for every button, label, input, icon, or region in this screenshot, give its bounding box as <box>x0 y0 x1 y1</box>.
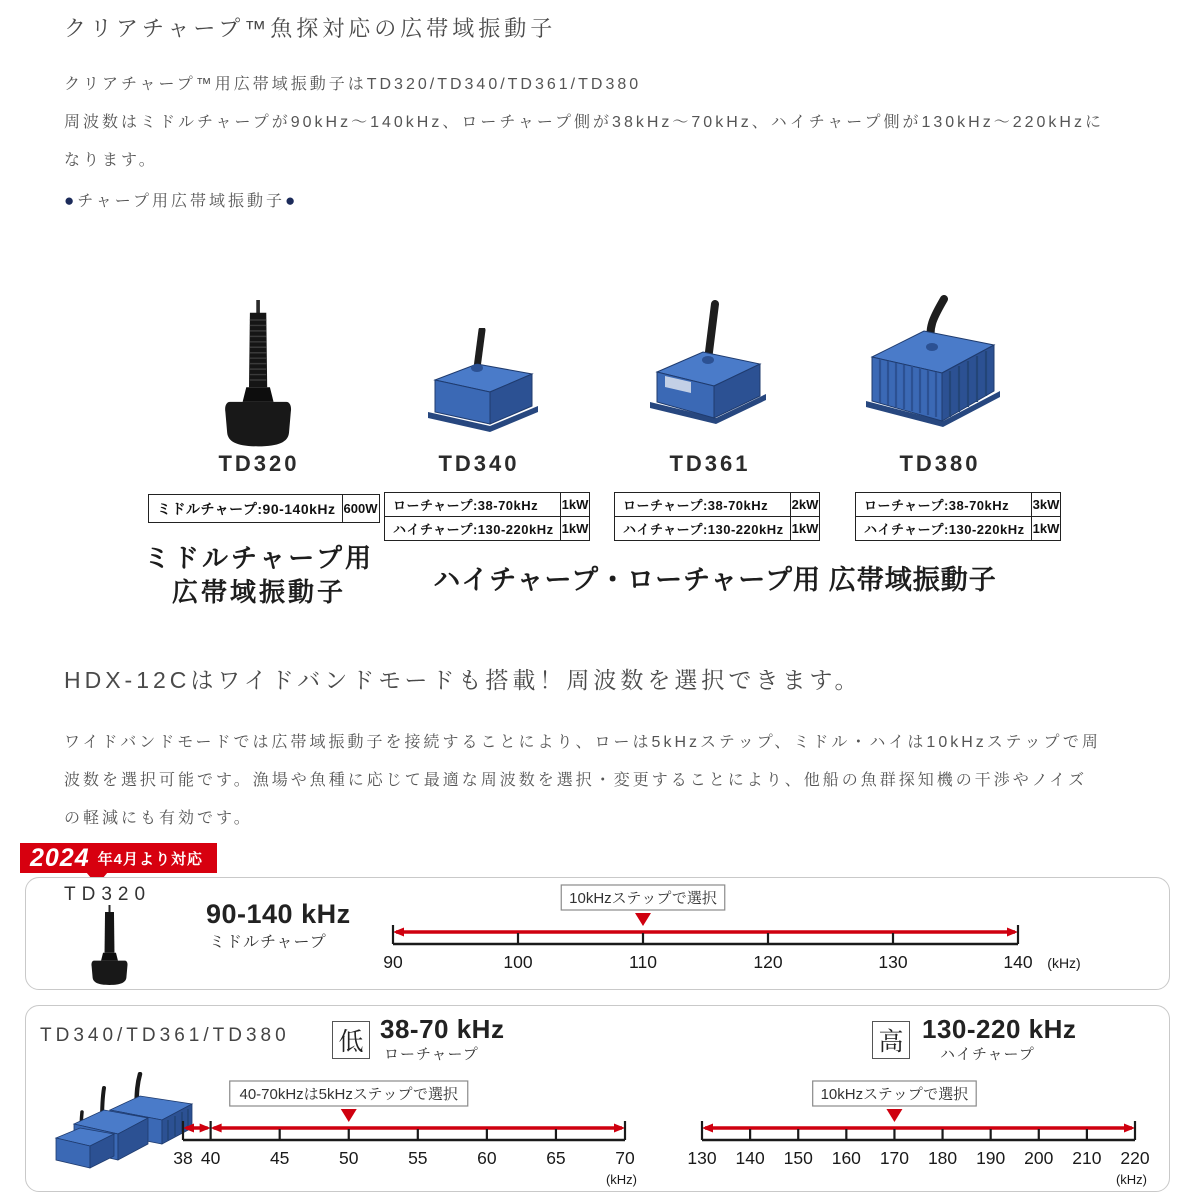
tick-label: 140 <box>1003 952 1033 972</box>
page-title: クリアチャープ™魚探対応の広帯域振動子 <box>64 16 557 41</box>
tick-label: 40 <box>200 1148 221 1168</box>
high-badge: 高 <box>872 1021 910 1059</box>
badge-2024 <box>20 843 217 873</box>
section2-body-line: の軽減にも有効です。 <box>64 810 253 827</box>
td340-spec-table <box>384 492 589 541</box>
intro-line: クリアチャープ™用広帯域振動子はTD320/TD340/TD361/TD380 <box>64 76 642 93</box>
spec-power: 600W <box>342 495 379 523</box>
spec-table <box>855 492 1061 541</box>
td361-spec-table <box>614 492 819 541</box>
box1-range-sub: ミドルチャープ <box>209 934 327 951</box>
box1-model-label: TD320 <box>64 884 152 905</box>
tick-label: 70 <box>615 1148 635 1168</box>
spec-frequency: ハイチャープ:130-220kHz <box>615 517 791 541</box>
tick-label: 160 <box>831 1148 861 1168</box>
high-range: 130-220 kHz <box>922 1014 1077 1044</box>
spec-table <box>384 492 590 541</box>
spec-power: 3kW <box>1031 493 1061 517</box>
spec-power: 1kW <box>790 517 820 541</box>
section2-title: HDX-12Cはワイドバンドモードも搭載！周波数を選択できます。 <box>64 667 862 693</box>
spec-power: 1kW <box>560 493 590 517</box>
box2-models-label: TD340/TD361/TD380 <box>40 1025 290 1046</box>
unit-label: (kHz) <box>605 1172 637 1187</box>
td361-product-image <box>645 300 770 438</box>
tick-label: 210 <box>1072 1148 1102 1168</box>
badge-year: 2024 <box>30 843 90 872</box>
tick-label: 45 <box>269 1148 290 1168</box>
step-select-label: 10kHzステップで選択 <box>569 890 717 907</box>
pointer-triangle <box>635 913 651 926</box>
section-subtitle-label: チャープ用広帯域振動子 <box>77 193 286 210</box>
spec-frequency: ローチャープ:38-70kHz <box>856 493 1032 517</box>
spec-row <box>385 493 590 517</box>
arrowhead-left <box>702 1124 713 1133</box>
step-select-label: 10kHzステップで選択 <box>820 1086 969 1103</box>
tick-label: 130 <box>687 1148 717 1168</box>
arrowhead-right <box>614 1124 625 1133</box>
tick-label: 110 <box>629 952 657 972</box>
caption-middlechirp-line1: ミドルチャープ用 <box>144 544 374 573</box>
arrowhead-left <box>211 1124 222 1133</box>
frequency-scale-38-70 <box>160 1080 660 1195</box>
spec-frequency: ローチャープ:38-70kHz <box>385 493 561 517</box>
low-range-sub: ローチャープ <box>384 1046 479 1063</box>
bullet-icon: ● <box>64 191 78 210</box>
tick-label: 38 <box>173 1148 193 1168</box>
arrowhead-left <box>183 1124 194 1133</box>
spec-power: 1kW <box>560 517 590 541</box>
td380-spec-table <box>855 492 1060 541</box>
spec-table <box>614 492 820 541</box>
tick-label: 65 <box>546 1148 566 1168</box>
section2-body-line: 波数を選択可能です。漁場や魚種に応じて最適な周波数を選択・変更することにより、他船の魚群探知機の干渉やノイズ <box>64 772 1088 789</box>
pointer-triangle <box>341 1109 357 1122</box>
tick-label: 120 <box>753 952 783 972</box>
spec-frequency: ミドルチャープ:90-140kHz <box>149 495 343 523</box>
section-subtitle <box>64 188 298 211</box>
badge-text: 年4月より対応 <box>97 850 203 868</box>
tick-label: 130 <box>878 952 908 972</box>
intro-line: なります。 <box>64 152 158 169</box>
td361-name: TD361 <box>669 451 751 476</box>
td320-product-image <box>200 300 318 450</box>
spec-row <box>856 517 1061 541</box>
arrowhead-right <box>200 1124 211 1133</box>
tick-label: 170 <box>879 1148 910 1168</box>
tick-label: 180 <box>927 1148 958 1168</box>
spec-frequency: ハイチャープ:130-220kHz <box>856 517 1032 541</box>
spec-table <box>148 494 380 523</box>
low-badge: 低 <box>332 1021 370 1059</box>
spec-row <box>856 493 1061 517</box>
pointer-triangle <box>886 1109 902 1122</box>
caption-hilochirp: ハイチャープ・ローチャープ用 広帯域振動子 <box>433 565 997 595</box>
frequency-scale-130-220 <box>680 1080 1186 1195</box>
low-range: 38-70 kHz <box>380 1014 505 1044</box>
tick-label: 190 <box>976 1148 1006 1168</box>
spec-power: 2kW <box>790 493 820 517</box>
spec-row <box>149 495 380 523</box>
box1-range: 90-140 kHz <box>206 899 351 929</box>
spec-power: 1kW <box>1031 517 1061 541</box>
td320-name: TD320 <box>218 451 300 476</box>
section2-body-line: ワイドバンドモードでは広帯域振動子を接続することにより、ローは5kHzステップ、ミドル・ハイは10kHzステップで周 <box>64 734 1101 751</box>
unit-label: (kHz) <box>1047 955 1081 971</box>
spec-frequency: ローチャープ:38-70kHz <box>615 493 791 517</box>
td320-spec-table <box>148 494 378 523</box>
bullet-icon: ● <box>285 191 299 210</box>
unit-label: (kHz) <box>1115 1172 1147 1187</box>
spec-frequency: ハイチャープ:130-220kHz <box>385 517 561 541</box>
high-range-sub: ハイチャープ <box>940 1046 1035 1063</box>
spec-row <box>615 493 820 517</box>
tick-label: 220 <box>1120 1148 1150 1168</box>
tick-label: 55 <box>408 1148 428 1168</box>
tick-label: 60 <box>477 1148 497 1168</box>
td380-name: TD380 <box>899 451 981 476</box>
intro-line: 周波数はミドルチャープが90kHz〜140kHz、ローチャープ側が38kHz〜70kHz、ハイチャープ側が130kHz〜220kHzに <box>64 114 1104 131</box>
tick-label: 100 <box>503 952 533 972</box>
arrowhead-right <box>1007 928 1018 937</box>
arrowhead-left <box>393 928 404 937</box>
td320-mini-image <box>80 905 140 987</box>
tick-label: 140 <box>735 1148 765 1168</box>
td340-product-image <box>420 328 545 443</box>
spec-row <box>615 517 820 541</box>
tick-label: 90 <box>383 952 403 972</box>
tick-label: 50 <box>339 1148 359 1168</box>
tick-label: 150 <box>783 1148 813 1168</box>
td380-product-image <box>862 295 1002 445</box>
step-select-label: 40-70kHzは5kHzステップで選択 <box>239 1086 459 1103</box>
td340-name: TD340 <box>438 451 520 476</box>
tick-label: 200 <box>1024 1148 1054 1168</box>
frequency-scale-90-140 <box>380 884 1100 984</box>
caption-middlechirp-line2: 広帯域振動子 <box>171 578 346 607</box>
arrowhead-right <box>1124 1124 1135 1133</box>
spec-row <box>385 517 590 541</box>
